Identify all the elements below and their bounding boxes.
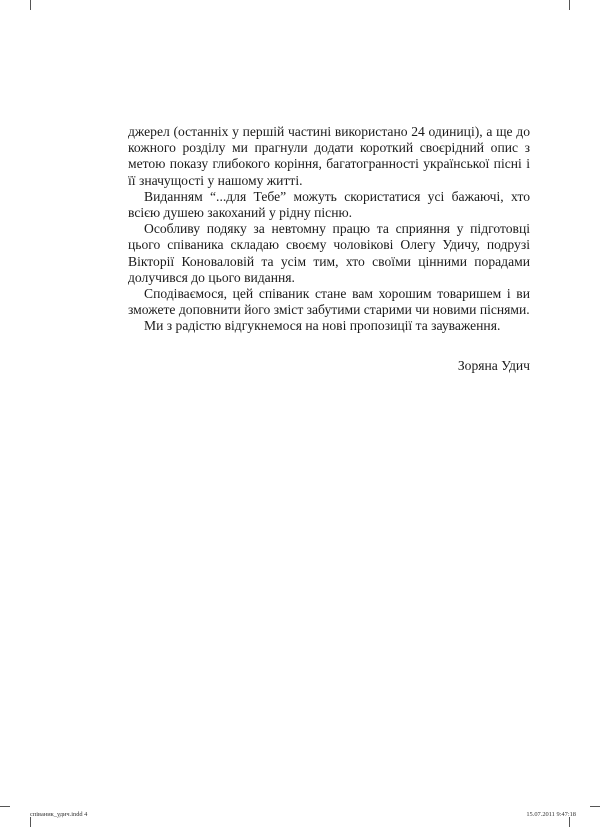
paragraph-feedback: Ми з радістю відгукнемося на нові пропозиції та зауваження. (144, 318, 501, 334)
paragraph-sources: джерел (останніх у першій частині використано 24 одиниці), а ще до кожного розділу ми прагнули додати короткий своєрідний опис з метою показу глибокого коріння, багатогранності української пісні і її значущості у нашому житті. (128, 124, 530, 188)
paragraph-hope: Сподіваємося, цей співаник стане вам хорошим товаришем і ви зможете доповнити його зміст забутими старими чи новими піснями. (128, 286, 530, 318)
crop-mark-bottom-right-horizontal (590, 806, 600, 807)
crop-mark-top-right (569, 0, 570, 10)
print-slug-datetime: 15.07.2011 9:47:18 (526, 811, 576, 818)
paragraph-edition: Виданням “...для Тебе” можуть скористатися усі бажаючі, хто всією душею закоханий у рідну пісню. (128, 188, 530, 221)
crop-mark-bottom-left-horizontal (0, 806, 10, 807)
body-text (128, 124, 530, 335)
paragraph-acknowledgements: Особливу подяку за невтомну працю та сприяння у підготовці цього співаника складаю своєму чоловікові Олегу Удичу, подрузі Вікторії Коноваловій та усім тим, хто своїми цінними порадами долучився до цього видання. (128, 221, 530, 285)
author-signature: Зоряна Удич (457, 358, 530, 373)
crop-mark-top-left (30, 0, 31, 10)
print-slug-file: співаник_удич.indd 4 (30, 811, 88, 818)
